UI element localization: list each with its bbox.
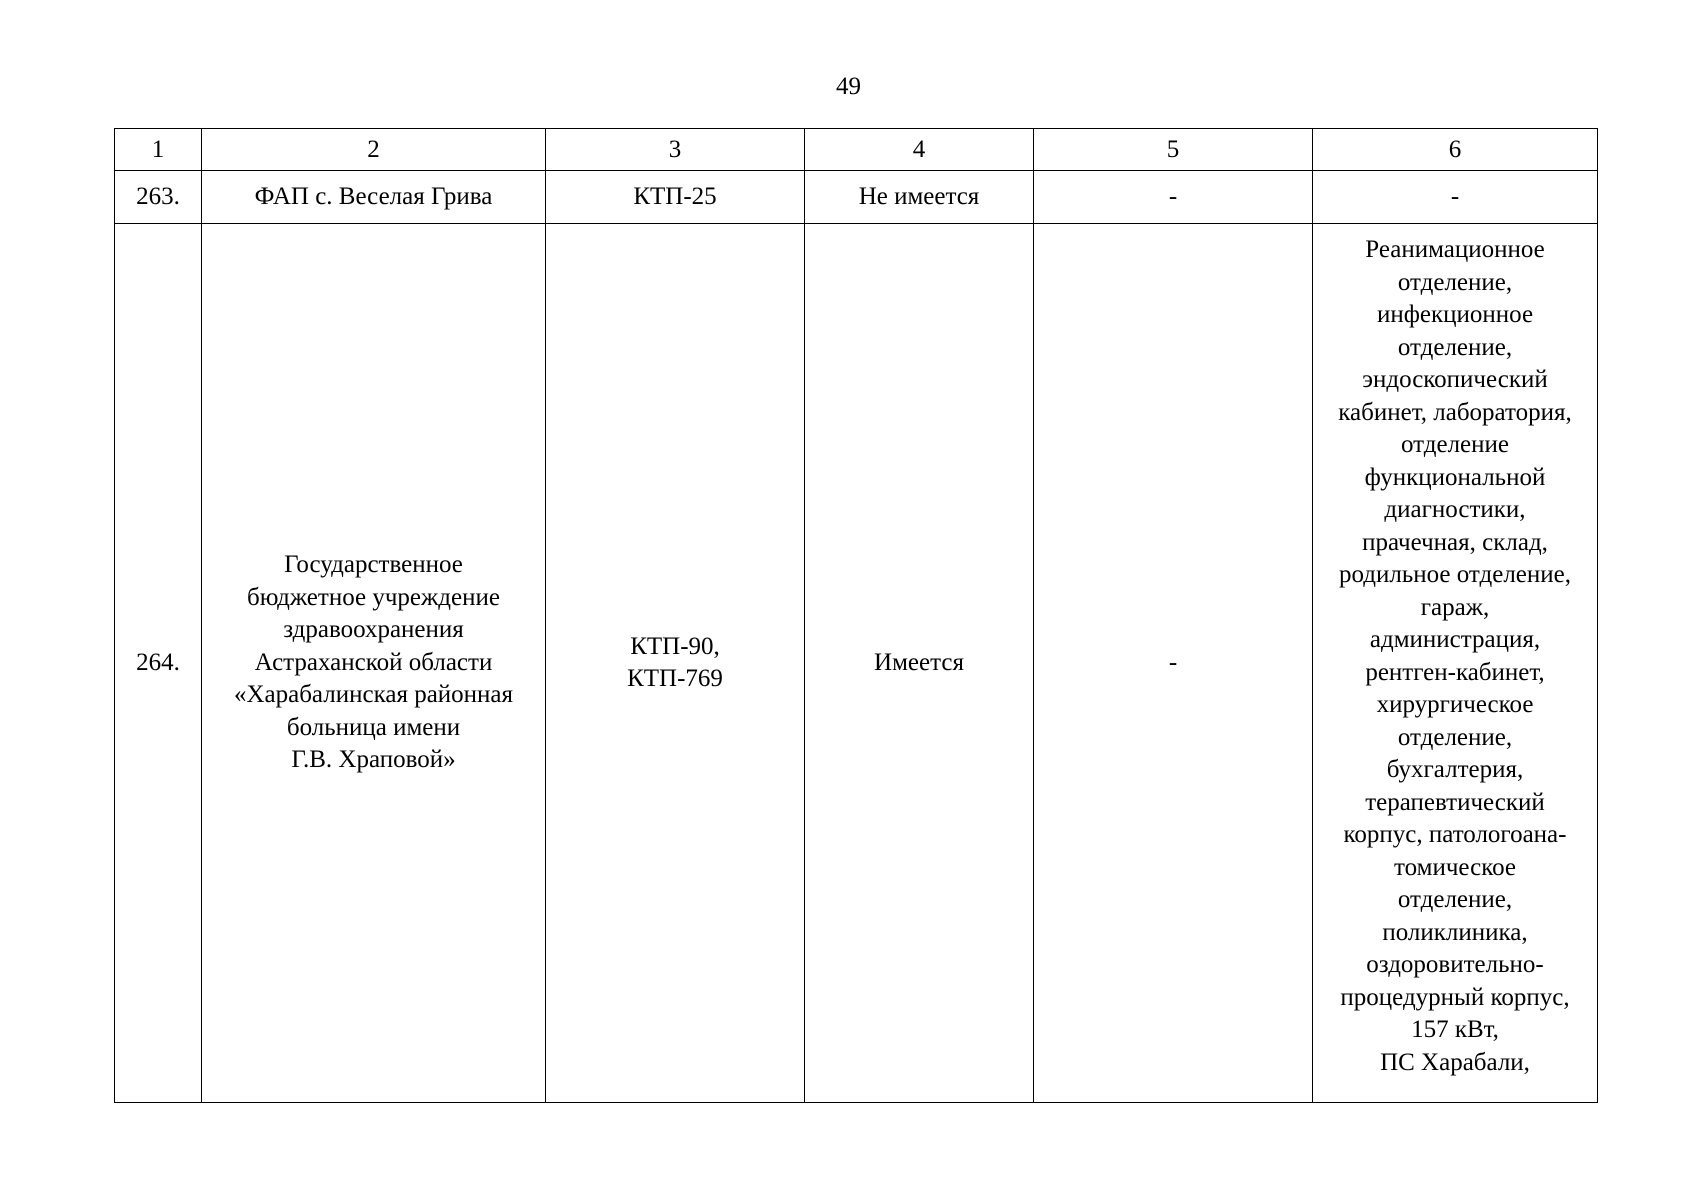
cell-line: инфекционное	[1376, 301, 1534, 328]
availability-cell: Имеется	[805, 224, 1034, 1103]
institution-name-cell	[202, 171, 546, 224]
cell-line: Государственное	[284, 551, 463, 579]
cell-line: здравоохранения	[283, 616, 464, 644]
column-5-cell: -	[1034, 224, 1313, 1103]
objects-cell	[1313, 171, 1598, 224]
cell-line: Реанимационное	[1365, 236, 1545, 263]
table-header-row	[115, 129, 1598, 171]
row-number-cell: 264.	[115, 224, 202, 1103]
data-table	[114, 128, 1598, 1103]
cell-line: бюджетное учреждение	[247, 583, 500, 611]
cell-line: терапевтический	[1365, 788, 1545, 816]
cell-line: гараж,	[1420, 593, 1490, 621]
cell-line: -	[1450, 182, 1460, 210]
column-header: 3	[546, 129, 805, 171]
cell-line: кабинет, лаборатория,	[1338, 398, 1572, 426]
cell-line: администрация,	[1369, 626, 1541, 653]
cell-line: отделение	[1400, 431, 1509, 458]
cell-line: функциональной	[1364, 463, 1546, 491]
objects-cell	[1313, 224, 1598, 1103]
cell-line: «Харабалинская районная	[233, 681, 514, 709]
ktp-cell	[546, 171, 805, 224]
cell-line: отделение,	[1397, 886, 1513, 913]
table-row	[115, 171, 1598, 224]
table-row	[115, 224, 1598, 1103]
cell-line: хирургическое	[1376, 691, 1534, 718]
ktp-cell	[546, 224, 805, 1103]
cell-line: диагностики,	[1384, 496, 1526, 523]
cell-line: 157 кВт,	[1411, 1016, 1499, 1043]
availability-cell: Не имеется	[805, 171, 1034, 224]
cell-line: рентген-кабинет,	[1365, 658, 1545, 686]
cell-line: отделение,	[1397, 268, 1513, 296]
column-header: 4	[805, 129, 1034, 171]
cell-line: оздоровительно-	[1366, 951, 1544, 978]
cell-line: Астраханской области	[254, 648, 493, 676]
cell-line: томическое	[1394, 853, 1516, 881]
cell-line: ПС Харабали,	[1380, 1048, 1530, 1076]
institution-name-cell	[202, 224, 546, 1103]
row-number-cell: 263.	[115, 171, 202, 224]
column-header: 6	[1313, 129, 1598, 171]
cell-line: больница имени	[286, 713, 461, 741]
cell-line: родильное отделение,	[1338, 561, 1572, 588]
cell-line: эндоскопический	[1362, 366, 1548, 393]
page-number: 49	[836, 73, 861, 100]
cell-line: ФАП с. Веселая Грива	[254, 182, 493, 210]
cell-line: бухгалтерия,	[1386, 756, 1524, 783]
cell-line: отделение,	[1397, 723, 1513, 751]
column-5-cell: -	[1034, 171, 1313, 224]
column-header: 2	[202, 129, 546, 171]
cell-line: прачечная, склад,	[1362, 528, 1548, 556]
cell-line: Г.В. Храповой»	[291, 746, 456, 774]
cell-line: корпус, патологоана-	[1343, 821, 1567, 848]
cell-line: КТП-769	[627, 665, 723, 692]
cell-line: поликлиника,	[1382, 918, 1528, 946]
cell-line: КТП-90,	[630, 632, 720, 660]
cell-line: отделение,	[1397, 333, 1513, 361]
cell-line: процедурный корпус,	[1340, 983, 1570, 1011]
column-header: 1	[115, 129, 202, 171]
cell-line: КТП-25	[633, 182, 717, 210]
column-header: 5	[1034, 129, 1313, 171]
